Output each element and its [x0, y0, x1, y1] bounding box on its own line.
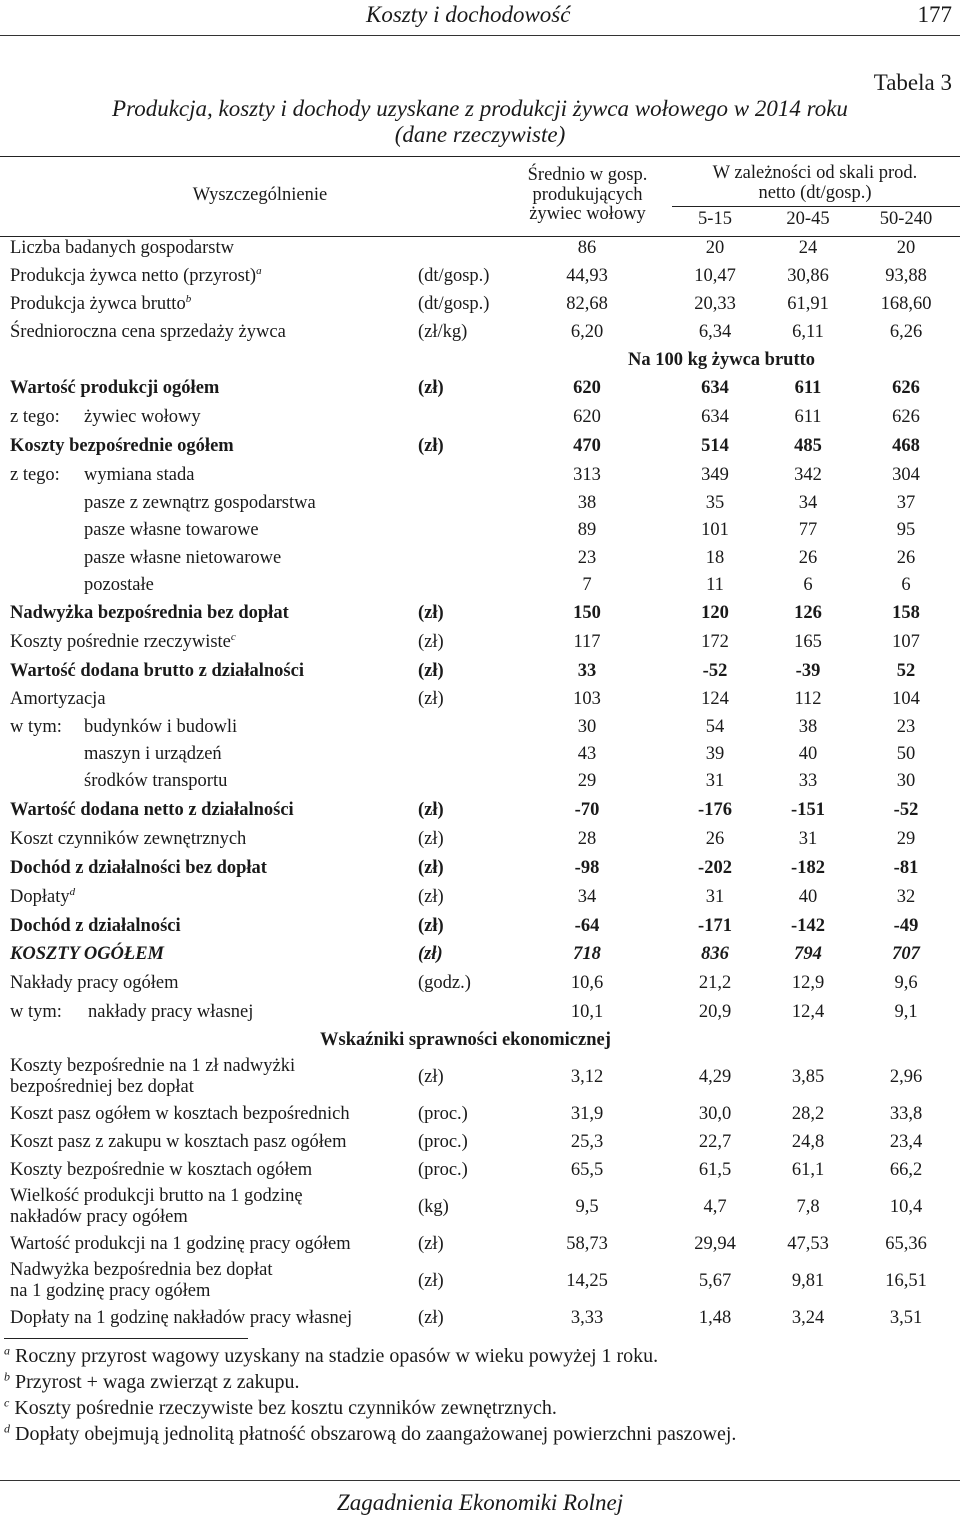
cell-scale-small: -52 — [702, 661, 728, 681]
cell-scale-small: 39 — [705, 744, 725, 764]
cell-average: 10,1 — [570, 1002, 604, 1022]
footnote — [4, 1345, 658, 1368]
row-label-line: na 1 godzinę pracy ogółem — [10, 1281, 211, 1301]
cell-scale-small: 172 — [701, 632, 729, 652]
footnote — [4, 1397, 557, 1420]
table-row — [0, 1056, 960, 1100]
cell-average: 3,33 — [570, 1308, 604, 1328]
cell-scale-small: 29,94 — [694, 1234, 736, 1254]
cell-scale-medium: 30,86 — [787, 266, 829, 286]
cell-scale-small: 514 — [701, 436, 729, 456]
table-row — [0, 973, 960, 999]
table-row — [0, 717, 960, 743]
row-unit: (zł) — [418, 1271, 444, 1291]
row-unit: (zł) — [418, 603, 444, 623]
row-label: Koszt czynników zewnętrznych — [10, 829, 247, 849]
cell-scale-medium: 77 — [798, 520, 818, 540]
footnote-mark: d — [69, 885, 76, 898]
cell-average: 38 — [577, 493, 597, 513]
cell-scale-medium: 7,8 — [796, 1197, 820, 1217]
table-row — [0, 1186, 960, 1230]
row-label — [10, 632, 236, 653]
cell-scale-large: 626 — [892, 378, 920, 398]
row-label-line: Nadwyżka bezpośrednia bez dopłat — [10, 1260, 273, 1280]
row-label: Dochód z działalności bez dopłat — [10, 858, 267, 878]
cell-scale-small: 18 — [705, 548, 725, 568]
cell-average: 58,73 — [566, 1234, 608, 1254]
header-scale-rule — [672, 206, 960, 207]
cell-scale-large: 33,8 — [889, 1104, 923, 1124]
cell-scale-medium: 31 — [798, 829, 818, 849]
section-heading-per-100kg: Na 100 kg żywca brutto — [628, 350, 816, 370]
table-row — [0, 322, 960, 348]
cell-scale-small: 20 — [705, 238, 725, 258]
row-label-line: Wielkość produkcji brutto na 1 godzinę — [10, 1186, 303, 1206]
running-title: Koszty i dochodowość — [366, 2, 571, 27]
footnote-text: Przyrost + waga zwierząt z zakupu. — [15, 1371, 300, 1393]
cell-scale-small: 5,67 — [698, 1271, 732, 1291]
cell-scale-medium: 40 — [798, 744, 818, 764]
cell-scale-small: 6,34 — [698, 322, 732, 342]
cell-scale-small: 26 — [705, 829, 725, 849]
row-unit: (zł) — [418, 436, 444, 456]
footnote-text: Roczny przyrost wagowy uzyskany na stadzie opasów w wieku powyżej 1 roku. — [15, 1345, 659, 1367]
row-label — [10, 887, 75, 908]
cell-scale-medium: 34 — [798, 493, 818, 513]
cell-scale-medium: 112 — [794, 689, 822, 709]
table-row — [0, 378, 960, 404]
cell-average: 34 — [577, 887, 597, 907]
footnote — [4, 1371, 300, 1394]
cell-scale-large: 468 — [892, 436, 920, 456]
cell-average: 86 — [577, 238, 597, 258]
row-label: Koszt pasz ogółem w kosztach bezpośrednich — [10, 1104, 350, 1124]
table-row — [0, 1002, 960, 1028]
row-label-text: Produkcja żywca brutto — [10, 294, 186, 314]
cell-scale-medium: 61,1 — [791, 1160, 825, 1180]
cell-scale-large: 158 — [892, 603, 920, 623]
cell-average: 43 — [577, 744, 597, 764]
row-label: pozostałe — [84, 575, 154, 595]
cell-scale-large: 10,4 — [889, 1197, 923, 1217]
cell-scale-medium: 6,11 — [792, 322, 824, 342]
cell-scale-small: -171 — [698, 916, 732, 936]
cell-scale-medium: 33 — [798, 771, 818, 791]
footnote-mark: a — [256, 264, 262, 277]
cell-scale-medium: 61,91 — [787, 294, 829, 314]
row-unit: (zł) — [418, 916, 444, 936]
cell-scale-large: 95 — [896, 520, 916, 540]
cell-average: -64 — [574, 916, 600, 936]
cell-scale-large: 23 — [896, 717, 916, 737]
cell-average: 117 — [573, 632, 601, 652]
cell-scale-large: 23,4 — [889, 1132, 923, 1152]
cell-scale-large: 26 — [896, 548, 916, 568]
cell-scale-large: 29 — [896, 829, 916, 849]
cell-scale-large: 16,51 — [885, 1271, 927, 1291]
table-row — [0, 858, 960, 884]
row-label: Wartość dodana netto z działalności — [10, 800, 294, 820]
table-row — [0, 238, 960, 264]
cell-scale-medium: -182 — [791, 858, 825, 878]
cell-scale-large: 93,88 — [885, 266, 927, 286]
cell-scale-medium: 6 — [803, 575, 813, 595]
cell-scale-small: 120 — [701, 603, 729, 623]
cell-scale-large: 2,96 — [889, 1067, 923, 1087]
row-label: pasze własne nietowarowe — [84, 548, 282, 568]
cell-scale-medium: 9,81 — [791, 1271, 825, 1291]
cell-scale-medium: 3,85 — [791, 1067, 825, 1087]
row-label: Dopłaty na 1 godzinę nakładów pracy własnej — [10, 1308, 353, 1328]
cell-average: 25,3 — [570, 1132, 604, 1152]
row-prefix: w tym: — [10, 717, 62, 737]
cell-average: 150 — [573, 603, 601, 623]
cell-scale-small: 31 — [705, 771, 725, 791]
cell-scale-small: 124 — [701, 689, 729, 709]
running-head — [0, 0, 960, 36]
footnote-mark: b — [4, 1369, 10, 1384]
header-scale-line: W zależności od skali prod. — [712, 163, 918, 183]
row-label: Nakłady pracy ogółem — [10, 973, 179, 993]
row-label — [10, 1260, 273, 1302]
row-label: Liczba badanych gospodarstw — [10, 238, 234, 258]
cell-scale-medium: 47,53 — [787, 1234, 829, 1254]
cell-average: 620 — [573, 378, 601, 398]
header-average-line: żywiec wołowy — [529, 204, 646, 224]
row-unit: (proc.) — [418, 1132, 468, 1152]
cell-scale-medium: -142 — [791, 916, 825, 936]
row-label: Dochód z działalności — [10, 916, 181, 936]
row-label: Amortyzacja — [10, 689, 106, 709]
table-label: Tabela 3 — [873, 70, 952, 95]
cell-scale-medium: 794 — [794, 944, 822, 964]
header-item: Wyszczególnienie — [192, 185, 328, 205]
row-unit: (zł) — [418, 829, 444, 849]
row-label: Nadwyżka bezpośrednia bez dopłat — [10, 603, 289, 623]
cell-scale-large: 32 — [896, 887, 916, 907]
cell-scale-medium: -39 — [795, 661, 821, 681]
row-unit: (zł) — [418, 378, 444, 398]
row-unit: (dt/gosp.) — [418, 266, 490, 286]
cell-average: 44,93 — [566, 266, 608, 286]
footnote-mark: b — [185, 292, 192, 305]
cell-average: 313 — [573, 465, 601, 485]
cell-scale-large: 9,1 — [894, 1002, 918, 1022]
header-scale-line: netto (dt/gosp.) — [758, 182, 872, 203]
row-label — [10, 294, 191, 315]
cell-scale-large: 6,26 — [889, 322, 923, 342]
row-unit: (zł) — [418, 661, 444, 681]
cell-average: 3,12 — [570, 1067, 604, 1087]
header-scale-col: 20-45 — [786, 209, 830, 229]
table-row — [0, 829, 960, 855]
cell-average: -98 — [574, 858, 600, 878]
cell-scale-small: 4,29 — [698, 1067, 732, 1087]
row-label — [10, 266, 262, 287]
table-row — [0, 632, 960, 658]
cell-average: 470 — [573, 436, 601, 456]
cell-scale-large: 304 — [892, 465, 920, 485]
table-row — [0, 1104, 960, 1130]
row-label: wymiana stada — [84, 465, 195, 485]
cell-scale-medium: 611 — [794, 407, 822, 427]
row-unit: (zł) — [418, 1308, 444, 1328]
cell-average: 6,20 — [570, 322, 604, 342]
table-row — [0, 744, 960, 770]
cell-scale-medium: 165 — [794, 632, 822, 652]
cell-scale-small: 10,47 — [694, 266, 736, 286]
row-label: żywiec wołowy — [84, 407, 201, 427]
cell-scale-small: 30,0 — [698, 1104, 732, 1124]
row-prefix: z tego: — [10, 465, 60, 485]
cell-scale-small: 20,33 — [694, 294, 736, 314]
row-label-text: Koszty pośrednie rzeczywiste — [10, 632, 231, 652]
cell-average: 10,6 — [570, 973, 604, 993]
cell-scale-large: -49 — [893, 916, 919, 936]
header-scale-col: 50-240 — [879, 209, 933, 229]
cell-scale-large: 9,6 — [894, 973, 918, 993]
footnote-mark: c — [4, 1395, 10, 1410]
row-unit: (godz.) — [418, 973, 471, 993]
table-top-rule — [0, 156, 960, 157]
row-unit: (proc.) — [418, 1104, 468, 1124]
row-unit: (zł) — [418, 800, 444, 820]
cell-scale-small: 11 — [706, 575, 724, 595]
cell-scale-large: 30 — [896, 771, 916, 791]
row-label — [10, 1186, 303, 1228]
cell-scale-large: 52 — [896, 661, 916, 681]
cell-scale-small: 22,7 — [698, 1132, 732, 1152]
cell-scale-medium: 38 — [798, 717, 818, 737]
cell-average: 33 — [577, 661, 597, 681]
cell-scale-small: 20,9 — [698, 1002, 732, 1022]
footnote-mark: d — [4, 1421, 10, 1436]
row-label-line: Koszty bezpośrednie na 1 zł nadwyżki — [10, 1056, 296, 1076]
row-unit: (zł) — [418, 632, 444, 652]
cell-scale-medium: 12,9 — [791, 973, 825, 993]
table-row — [0, 493, 960, 519]
cell-scale-medium: 28,2 — [791, 1104, 825, 1124]
row-prefix: w tym: — [10, 1002, 62, 1022]
cell-scale-medium: 24,8 — [791, 1132, 825, 1152]
table-row — [0, 575, 960, 601]
cell-average: 29 — [577, 771, 597, 791]
cell-scale-small: 1,48 — [698, 1308, 732, 1328]
cell-scale-small: 634 — [701, 378, 729, 398]
cell-average: 718 — [573, 944, 601, 964]
cell-scale-small: 31 — [705, 887, 725, 907]
table-row — [0, 407, 960, 433]
cell-scale-large: 626 — [892, 407, 920, 427]
row-unit: (zł) — [418, 944, 443, 964]
table-row — [0, 887, 960, 913]
header-bottom-rule — [0, 236, 960, 237]
row-label: budynków i budowli — [84, 717, 238, 737]
page-number: 177 — [917, 2, 952, 27]
cell-scale-medium: 342 — [794, 465, 822, 485]
row-label: środków transportu — [84, 771, 228, 791]
cell-scale-small: 349 — [701, 465, 729, 485]
cell-scale-large: -52 — [893, 800, 919, 820]
row-label-line: nakładów pracy ogółem — [10, 1207, 188, 1227]
table-row — [0, 294, 960, 320]
row-prefix: z tego: — [10, 407, 60, 427]
row-label-line: bezpośredniej bez dopłat — [10, 1077, 194, 1097]
cell-average: 7 — [582, 575, 592, 595]
table-row — [0, 800, 960, 826]
cell-scale-large: 50 — [896, 744, 916, 764]
row-unit: (zł/kg) — [418, 322, 468, 342]
row-unit: (zł) — [418, 1234, 444, 1254]
row-label: KOSZTY OGÓŁEM — [10, 944, 164, 964]
cell-scale-small: 836 — [701, 944, 729, 964]
table-row — [0, 771, 960, 797]
table-row — [0, 1132, 960, 1158]
row-label: Wartość produkcji na 1 godzinę pracy ogółem — [10, 1234, 351, 1254]
cell-scale-large: 66,2 — [889, 1160, 923, 1180]
cell-average: 28 — [577, 829, 597, 849]
cell-scale-small: -176 — [698, 800, 732, 820]
table-row — [0, 436, 960, 462]
row-label: nakłady pracy własnej — [88, 1002, 254, 1022]
table-row — [0, 465, 960, 491]
cell-average: -70 — [574, 800, 600, 820]
section-heading-indicators: Wskaźniki sprawności ekonomicznej — [320, 1030, 611, 1050]
row-unit: (kg) — [418, 1197, 449, 1217]
footnote-text: Dopłaty obejmują jednolitą płatność obszarową do zaangażowanej powierzchni paszowej. — [15, 1423, 737, 1445]
row-label: Średnioroczna cena sprzedaży żywca — [10, 322, 286, 342]
cell-scale-small: 634 — [701, 407, 729, 427]
journal-title: Zagadnienia Ekonomiki Rolnej — [336, 1490, 624, 1515]
row-unit: (dt/gosp.) — [418, 294, 490, 314]
cell-scale-large: 20 — [896, 238, 916, 258]
table-row — [0, 603, 960, 629]
cell-scale-medium: 12,4 — [791, 1002, 825, 1022]
row-unit: (zł) — [418, 1067, 444, 1087]
cell-average: 82,68 — [566, 294, 608, 314]
row-label-text: Produkcja żywca netto (przyrost) — [10, 266, 257, 286]
cell-scale-small: 54 — [705, 717, 725, 737]
cell-average: 65,5 — [570, 1160, 604, 1180]
table-row — [0, 1260, 960, 1304]
cell-average: 23 — [577, 548, 597, 568]
row-label: Koszt pasz z zakupu w kosztach pasz ogółem — [10, 1132, 347, 1152]
header-average-line: Średnio w gosp. — [527, 165, 648, 185]
table-row — [0, 520, 960, 546]
cell-scale-large: 37 — [896, 493, 916, 513]
row-unit: (proc.) — [418, 1160, 468, 1180]
row-label: pasze z zewnątrz gospodarstwa — [84, 493, 316, 513]
table-caption-note: (dane rzeczywiste) — [394, 122, 566, 147]
cell-scale-medium: 26 — [798, 548, 818, 568]
cell-scale-large: 104 — [892, 689, 920, 709]
cell-scale-small: -202 — [698, 858, 732, 878]
cell-scale-small: 61,5 — [698, 1160, 732, 1180]
footnote-rule — [4, 1338, 248, 1339]
row-label-text: Dopłaty — [10, 887, 70, 907]
footnote-mark: c — [230, 630, 236, 643]
footer-rule — [0, 1480, 960, 1481]
cell-scale-large: -81 — [893, 858, 919, 878]
row-label: Wartość produkcji ogółem — [10, 378, 220, 398]
cell-average: 89 — [577, 520, 597, 540]
header-scale — [670, 164, 960, 203]
table-row — [0, 1308, 960, 1334]
table-row — [0, 916, 960, 942]
cell-average: 30 — [577, 717, 597, 737]
cell-scale-small: 4,7 — [703, 1197, 727, 1217]
cell-average: 31,9 — [570, 1104, 604, 1124]
table-row — [0, 266, 960, 292]
cell-average: 9,5 — [575, 1197, 599, 1217]
cell-scale-medium: 3,24 — [791, 1308, 825, 1328]
cell-scale-large: 3,51 — [889, 1308, 923, 1328]
table-row — [0, 689, 960, 715]
cell-scale-medium: 126 — [794, 603, 822, 623]
cell-scale-medium: 611 — [794, 378, 822, 398]
cell-scale-large: 168,60 — [880, 294, 932, 314]
table-row — [0, 661, 960, 687]
row-unit: (zł) — [418, 858, 444, 878]
table-row — [0, 548, 960, 574]
cell-scale-large: 107 — [892, 632, 920, 652]
row-label: maszyn i urządzeń — [84, 744, 222, 764]
row-unit: (zł) — [418, 887, 444, 907]
cell-scale-small: 101 — [701, 520, 729, 540]
table-row — [0, 1234, 960, 1260]
cell-scale-medium: -151 — [791, 800, 825, 820]
row-unit: (zł) — [418, 689, 444, 709]
row-label: Koszty bezpośrednie ogółem — [10, 436, 234, 456]
table-row — [0, 1160, 960, 1186]
cell-scale-medium: 40 — [798, 887, 818, 907]
row-label: Wartość dodana brutto z działalności — [10, 661, 304, 681]
header-average — [505, 166, 670, 225]
table-caption: Produkcja, koszty i dochody uzyskane z produkcji żywca wołowego w 2014 roku — [112, 96, 848, 121]
cell-scale-small: 35 — [705, 493, 725, 513]
cell-average: 620 — [573, 407, 601, 427]
cell-scale-large: 707 — [892, 944, 920, 964]
footnote-mark: a — [4, 1343, 10, 1358]
footnote — [4, 1423, 736, 1446]
footnote-text: Koszty pośrednie rzeczywiste bez kosztu czynników zewnętrznych. — [14, 1397, 557, 1419]
cell-scale-medium: 485 — [794, 436, 822, 456]
row-label: pasze własne towarowe — [84, 520, 259, 540]
cell-average: 14,25 — [566, 1271, 608, 1291]
row-label: Koszty bezpośrednie w kosztach ogółem — [10, 1160, 313, 1180]
row-label — [10, 1056, 295, 1098]
header-scale-col: 5-15 — [698, 209, 732, 229]
cell-scale-large: 65,36 — [885, 1234, 927, 1254]
header-average-line: produkujących — [532, 184, 643, 205]
cell-scale-small: 21,2 — [698, 973, 732, 993]
cell-scale-large: 6 — [901, 575, 911, 595]
cell-scale-medium: 24 — [798, 238, 818, 258]
table-row — [0, 944, 960, 970]
cell-average: 103 — [573, 689, 601, 709]
